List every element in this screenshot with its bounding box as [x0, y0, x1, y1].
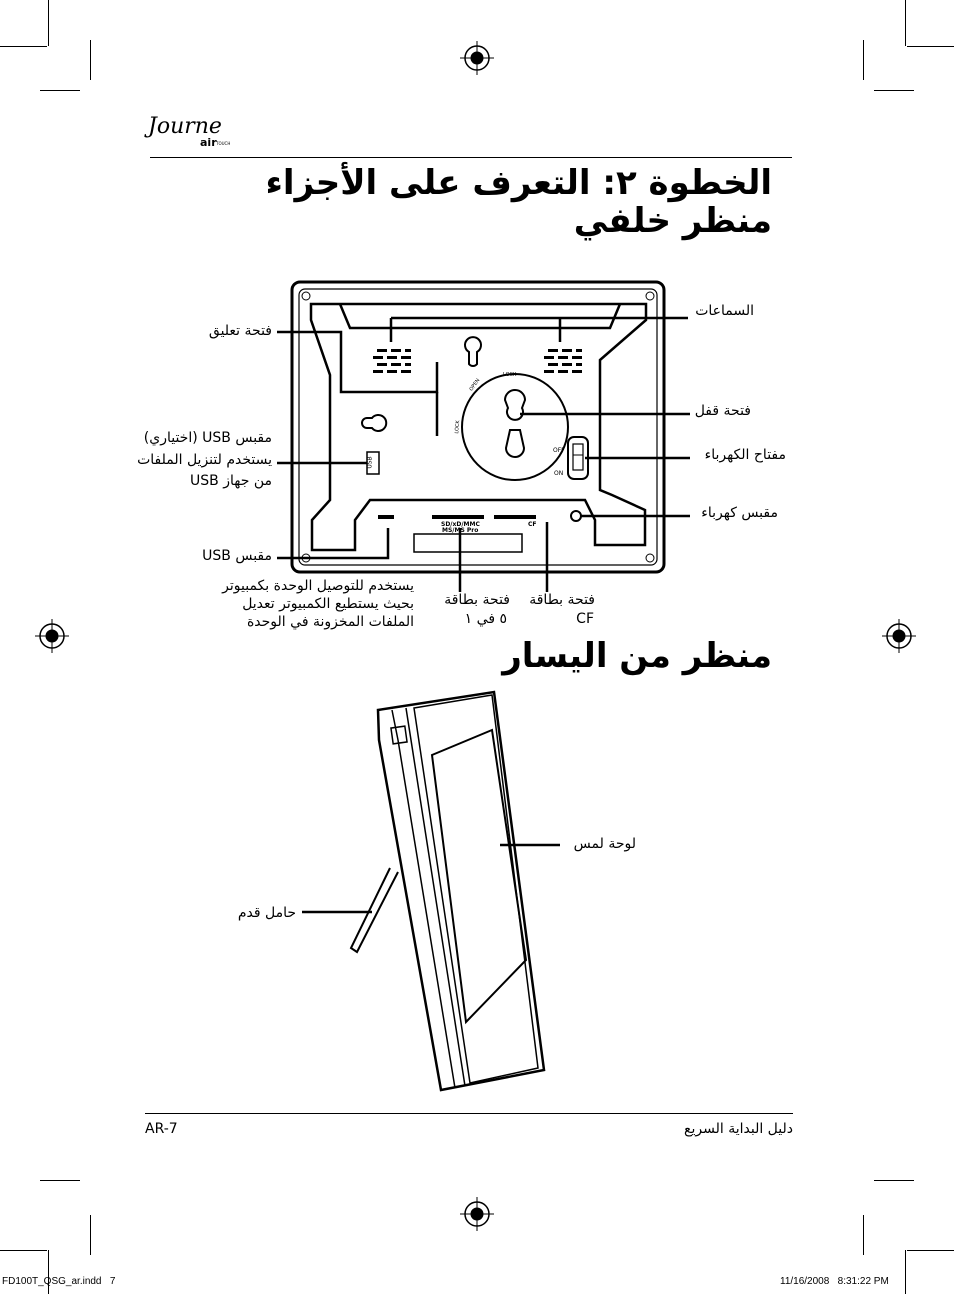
label-card-5in1-2: ٥ في ١: [464, 611, 507, 627]
back-view-heading: منظر خلفي: [573, 201, 772, 241]
logo-sub: air: [200, 136, 217, 149]
frame-side-outer: [378, 692, 544, 1090]
switch-on-text: ON: [554, 470, 564, 477]
stand-leg: [351, 868, 398, 952]
label-power-switch: مفتاح الكهرباء: [704, 447, 786, 463]
label-usb-jack: مقبس USB: [202, 548, 272, 564]
dial-lock-text: LOCK: [503, 372, 517, 378]
switch-off-text: OFF: [553, 447, 565, 454]
logo-tm: TOUCH: [216, 141, 231, 146]
guide-name: دليل البداية السريع: [684, 1121, 793, 1137]
label-computer-2: بحيث يستطيع الكمبيوتر تعديل: [242, 596, 414, 612]
slug-file: FD100T_QSG_ar.indd 7: [2, 1276, 116, 1287]
label-computer-3: الملفات المخزونة في الوحدة: [246, 614, 414, 630]
page-heading: الخطوة ٢: التعرف على الأجزاء: [265, 163, 772, 203]
label-card-5in1-1: فتحة بطاقة: [444, 592, 510, 608]
label-hanging-slot: فتحة تعليق: [208, 323, 272, 339]
label-touch-panel: لوحة لمس: [573, 836, 636, 852]
label-lock-slot: فتحة قفل: [694, 403, 751, 419]
label-usb-port-2: يستخدم لتنزيل الملفات: [137, 452, 272, 468]
logo-script: Journe: [148, 114, 222, 139]
sd-slot-text: SD/xD/MMC: [441, 521, 480, 528]
slug-date: 11/16/2008 8:31:22 PM: [780, 1276, 889, 1287]
screen-area: [432, 730, 526, 1022]
label-speakers: السماعات: [695, 303, 754, 319]
side-view-heading: منظر من اليسار: [502, 636, 772, 676]
label-usb-port-1: مقبس USB (اختياري): [143, 430, 272, 446]
dial-lock2-text: LOCK: [454, 420, 462, 434]
usb-port-text: USB: [366, 456, 374, 469]
label-computer-1: يستخدم للتوصيل الوحدة بكمبيوتر: [222, 578, 414, 594]
page-number: AR-7: [145, 1121, 178, 1137]
label-stand: حامل قدم: [237, 905, 296, 921]
dial-open-text: OPEN: [468, 377, 482, 393]
label-usb-port-3: من جهاز USB: [190, 473, 272, 489]
cf-slot-text: CF: [528, 521, 537, 528]
label-card-cf-2: CF: [576, 611, 594, 627]
label-card-cf-1: فتحة بطاقة: [529, 592, 595, 608]
side-button: [391, 726, 407, 744]
label-power-jack: مقبس كهرباء: [701, 505, 778, 521]
footer-rule: [145, 1113, 793, 1114]
ms-slot-text: MS/MS Pro: [442, 527, 479, 534]
